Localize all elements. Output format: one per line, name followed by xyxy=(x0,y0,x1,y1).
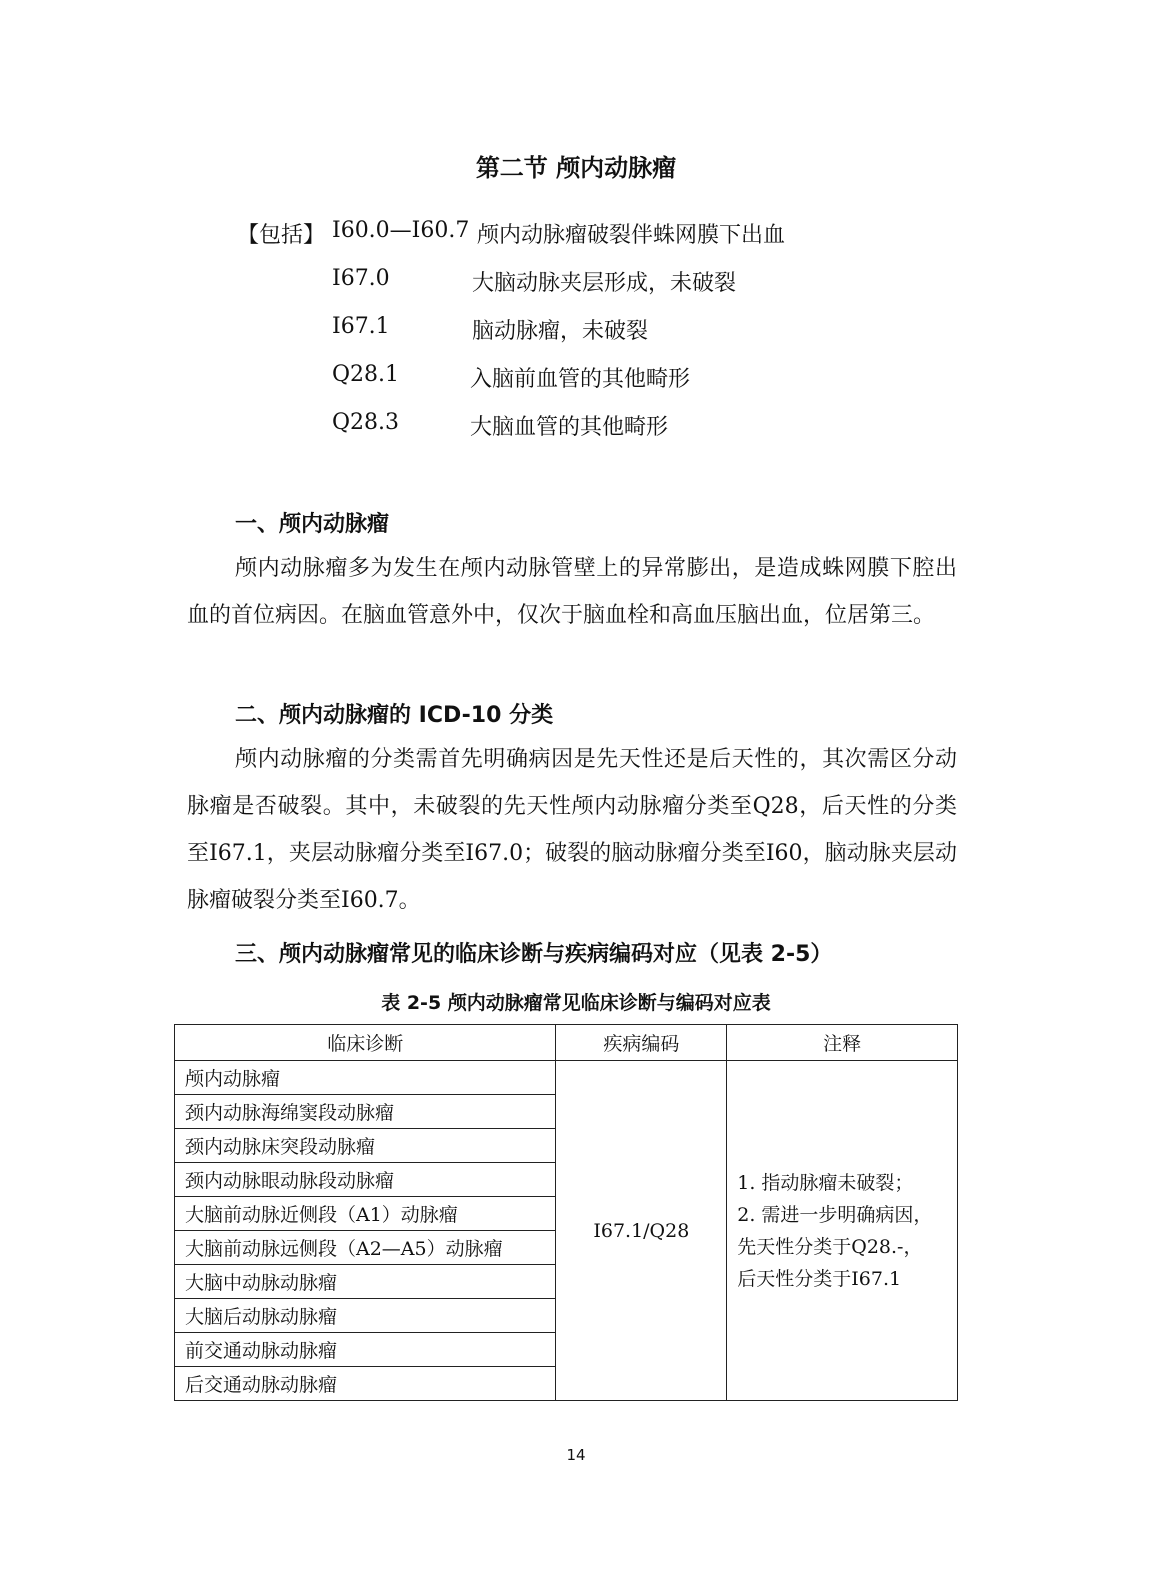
include-code: I67.0 xyxy=(332,266,390,291)
diagnosis-cell: 后交通动脉动脉瘤 xyxy=(175,1367,556,1401)
header-note: 注释 xyxy=(727,1025,958,1061)
code-cell: I67.1/Q28 xyxy=(556,1061,727,1401)
section-heading: 二、颅内动脉瘤的 ICD-10 分类 xyxy=(235,703,554,728)
diagnosis-code-table xyxy=(174,1024,958,1401)
includes-label: 【包括】 xyxy=(237,223,326,248)
diagnosis-cell: 颈内动脉海绵窦段动脉瘤 xyxy=(175,1095,556,1129)
diagnosis-cell: 颈内动脉眼动脉段动脉瘤 xyxy=(175,1163,556,1197)
table-caption: 表 2-5 颅内动脉瘤常见临床诊断与编码对应表 xyxy=(381,992,771,1014)
header-code: 疾病编码 xyxy=(556,1025,727,1061)
include-code: Q28.1 xyxy=(332,362,400,387)
section-heading: 三、颅内动脉瘤常见的临床诊断与疾病编码对应（见表 2-5） xyxy=(235,942,833,967)
page-number: 14 xyxy=(566,1446,586,1464)
table-header-row xyxy=(175,1025,958,1061)
table-row xyxy=(175,1061,958,1095)
diagnosis-cell: 大脑中动脉动脉瘤 xyxy=(175,1265,556,1299)
diagnosis-cell: 大脑前动脉近侧段（A1）动脉瘤 xyxy=(175,1197,556,1231)
section-paragraph: 颅内动脉瘤的分类需首先明确病因是先天性还是后天性的，其次需区分动脉瘤是否破裂。其中，未破裂的先天性颅内动脉瘤分类至Q28，后天性的分类至I67.1，夹层动脉瘤分类至I67.0；破裂的脑动脉瘤分类至I60，脑动脉夹层动脉瘤破裂分类至I60.7。 xyxy=(187,747,957,913)
diagnosis-cell: 颅内动脉瘤 xyxy=(175,1061,556,1095)
include-code: Q28.3 xyxy=(332,410,400,435)
diagnosis-cell: 大脑前动脉远侧段（A2—A5）动脉瘤 xyxy=(175,1231,556,1265)
section-heading: 一、颅内动脉瘤 xyxy=(235,512,390,537)
include-code: I60.0—I60.7 xyxy=(332,218,470,243)
header-diagnosis: 临床诊断 xyxy=(175,1025,556,1061)
include-code: I67.1 xyxy=(332,314,390,339)
include-desc: 大脑动脉夹层形成，未破裂 xyxy=(472,271,737,296)
diagnosis-cell: 大脑后动脉动脉瘤 xyxy=(175,1299,556,1333)
include-desc: 入脑前血管的其他畸形 xyxy=(470,367,691,392)
diagnosis-cell: 前交通动脉动脉瘤 xyxy=(175,1333,556,1367)
note-line: 后天性分类于I67.1 xyxy=(737,1267,902,1290)
include-desc: 脑动脉瘤，未破裂 xyxy=(472,319,649,344)
section-title: 第二节 颅内动脉瘤 xyxy=(475,154,677,182)
include-desc: 颅内动脉瘤破裂伴蛛网膜下出血 xyxy=(477,223,786,248)
section-paragraph: 颅内动脉瘤多为发生在颅内动脉管壁上的异常膨出，是造成蛛网膜下腔出血的首位病因。在脑血管意外中，仅次于脑血栓和高血压脑出血，位居第三。 xyxy=(187,556,957,628)
note-line: 先天性分类于Q28.-， xyxy=(737,1235,923,1258)
note-cell xyxy=(727,1061,958,1401)
diagnosis-cell: 颈内动脉床突段动脉瘤 xyxy=(175,1129,556,1163)
note-line: 2. 需进一步明确病因， xyxy=(737,1203,933,1226)
note-line: 1. 指动脉瘤未破裂； xyxy=(737,1171,914,1194)
include-desc: 大脑血管的其他畸形 xyxy=(470,415,669,440)
